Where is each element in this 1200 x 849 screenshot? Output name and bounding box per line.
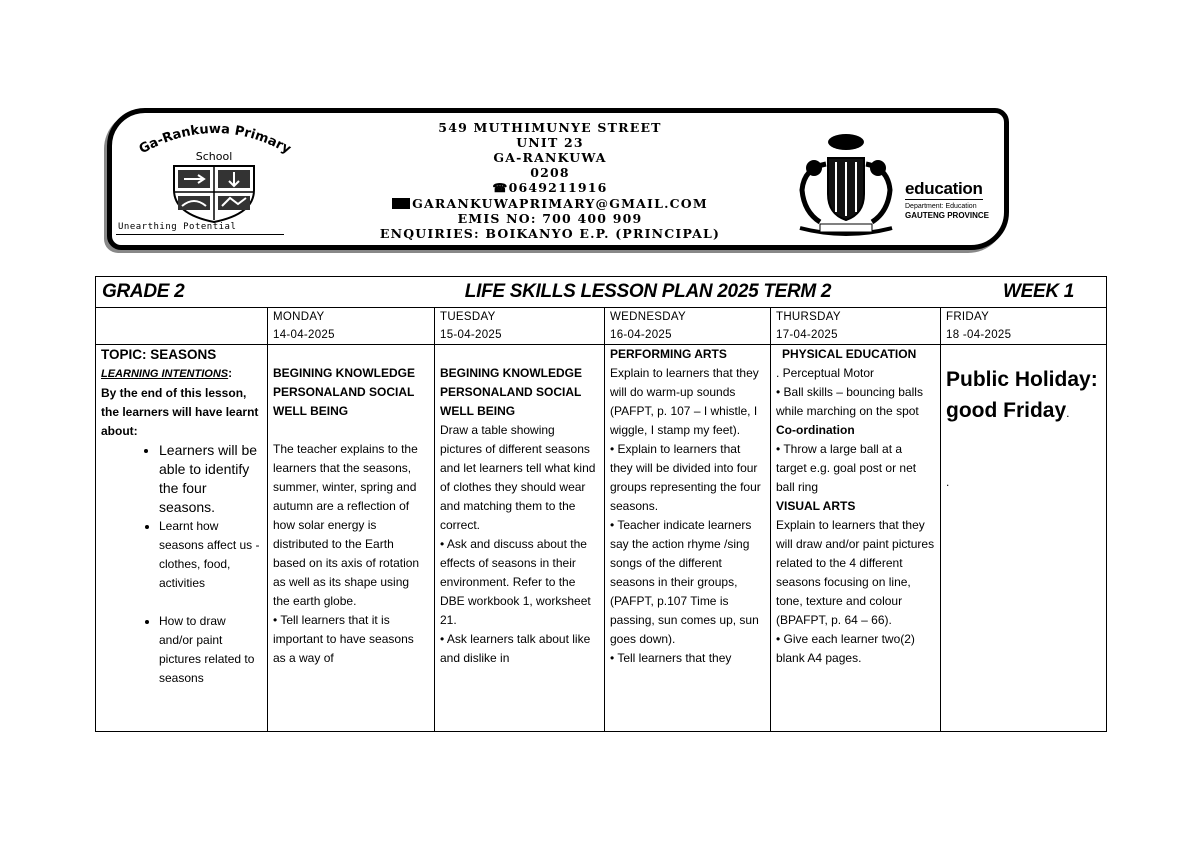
address-line: 0208 [530,165,570,180]
coat-of-arms-icon [790,128,902,240]
wednesday-bullet: • Tell learners that they [610,651,732,665]
topic-heading: TOPIC: SEASONS [101,347,217,362]
telephone-icon: ☎ [492,181,509,195]
friday-cell [941,345,1107,732]
title-row [96,277,1107,308]
envelope-icon [392,198,410,209]
day-header-thursday [771,308,941,345]
title-cell [96,277,1107,308]
thursday-cell [771,345,941,732]
lesson-plan-table [95,276,1107,732]
day-date: 16-04-2025 [610,329,672,341]
thursday-heading: PHYSICAL EDUCATION [782,347,917,361]
thursday-heading-visual-arts: VISUAL ARTS [776,499,856,513]
public-holiday-dot: . [1066,406,1070,420]
address-line: 549 MUTHIMUNYE STREET [438,120,662,135]
day-date: 15-04-2025 [440,329,502,341]
day-header-monday [268,308,435,345]
thursday-bullet: • Throw a large ball at a target e.g. goal post or net ball ring [776,442,917,494]
public-holiday-text: Public Holiday: good Friday [946,368,1098,422]
day-date: 17-04-2025 [776,329,838,341]
school-motto: Unearthing Potential [118,222,237,232]
day-name: TUESDAY [440,311,496,323]
monday-bullet: • Tell learners that it is important to have seasons as a way of [273,613,414,665]
learning-intentions-label [101,364,262,384]
day-name: FRIDAY [946,311,990,323]
tuesday-paragraph: Draw a table showing pictures of different seasons and let learners tell what kind of clothes they should wear and matching them to the correct. [440,423,596,532]
wednesday-bullet: • Explain to learners that they will be divided into four groups representing the four seasons. [610,442,761,513]
svg-text:Ga-Rankuwa Primary: Ga-Rankuwa Primary [136,121,294,158]
wednesday-bullet: • Teacher indicate learners say the action rhyme /sing songs of the different seasons in their groups, (PAFPT, p.107 Time is passing, sun comes up, sun goes down). [610,518,759,646]
department-divider [905,199,983,200]
email-address: GARANKUWAPRIMARY@GMAIL.COM [412,196,708,211]
day-name: MONDAY [273,311,325,323]
topic-cell [96,345,268,732]
address-line: UNIT 23 [516,135,584,150]
day-header-empty [96,308,268,345]
department-logo [905,180,989,221]
learning-intentions-colon: : [228,366,233,380]
school-address [300,120,800,241]
friday-dot: . [946,475,950,489]
day-header-tuesday [435,308,605,345]
phone-number: 0649211916 [508,180,608,195]
wednesday-paragraph: Explain to learners that they will do warm-up sounds (PAFPT, p. 107 – I whistle, I wiggle, I stamp my feet). [610,366,759,437]
intention-item: • How to draw and/or paint pictures related to seasons [159,612,262,688]
motto-underline [116,234,284,235]
enquiries-line: ENQUIRIES: BOIKANYO E.P. (PRINCIPAL) [379,226,721,241]
public-holiday-note [946,364,1101,429]
intention-item: • Learners will be able to identify the four seasons. [159,441,262,517]
thursday-bullet: • Ball skills – bouncing balls while marching on the spot [776,385,923,418]
day-header-row [96,308,1107,345]
day-date: 14-04-2025 [273,329,335,341]
grade-label: GRADE 2 [102,280,185,302]
wednesday-heading: PERFORMING ARTS [610,347,727,361]
day-name: THURSDAY [776,311,841,323]
week-label: WEEK 1 [1002,280,1074,302]
thursday-paragraph: Explain to learners that they will draw and/or paint pictures related to the 4 different seasons focusing on line, tone, texture and colour (BPAFPT, p. 64 – 66). [776,518,935,627]
department-word: education [905,179,983,198]
learning-intro: By the end of this lesson, the learners will have learnt about: [101,386,259,438]
learning-intentions-text: LEARNING INTENTIONS [101,368,229,380]
thursday-line: . Perceptual Motor [776,366,875,380]
emis-line: EMIS NO: 700 400 909 [457,211,643,226]
thursday-bullet: • Give each learner two(2) blank A4 pages. [776,632,915,665]
tuesday-bullet: • Ask learners talk about like and dislike in [440,632,591,665]
day-header-friday [941,308,1107,345]
tuesday-heading: BEGINING KNOWLEDGE PERSONALAND SOCIAL WELL BEING [440,366,583,418]
plan-title: LIFE SKILLS LESSON PLAN 2025 TERM 2 [464,280,832,302]
day-name: WEDNESDAY [610,311,686,323]
monday-heading: BEGINING KNOWLEDGE PERSONALAND SOCIAL WELL BEING [273,366,416,418]
tuesday-cell [435,345,605,732]
monday-paragraph: The teacher explains to the learners that the seasons, summer, winter, spring and autumn are a reflection of how solar energy is distributed to the Earth based on its axis of rotation as well as its shape using the earth globe. [273,442,420,608]
day-date: 18 -04-2025 [946,329,1012,341]
department-subtitle: Department: Education [905,203,977,210]
wednesday-cell [605,345,771,732]
department-province: GAUTENG PROVINCE [905,211,990,220]
svg-text:School: School [195,150,233,163]
intentions-list [101,441,262,688]
lesson-content-row [96,345,1107,732]
tuesday-bullet: • Ask and discuss about the effects of seasons in their environment. Refer to the DBE workbook 1, worksheet 21. [440,537,591,627]
phone-line [300,180,800,196]
address-line: GA-RANKUWA [493,150,607,165]
thursday-subheading: Co-ordination [776,423,855,437]
school-crest-icon [166,150,262,224]
day-header-wednesday [605,308,771,345]
intention-item: • Learnt how seasons affect us - clothes, food, activities [159,517,262,593]
email-line [300,196,800,211]
monday-cell [268,345,435,732]
